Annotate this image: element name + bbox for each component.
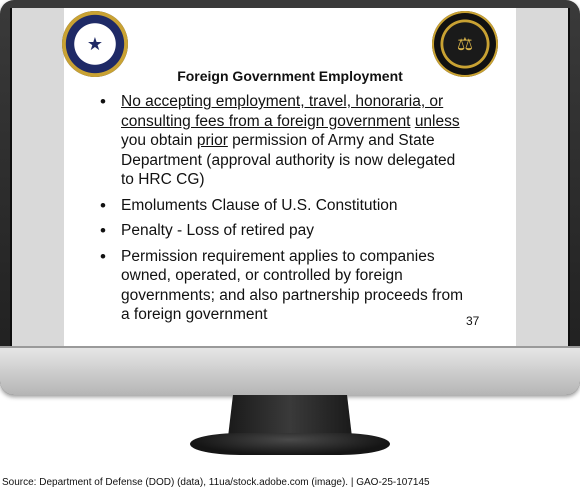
slide-title: Foreign Government Employment (177, 68, 403, 84)
figure-caption: Source: Department of Defense (DOD) (data), 11ua/stock.adobe.com (image). | GAO-25-107145 (2, 477, 430, 488)
bullet-item (98, 221, 466, 241)
bullet-item (98, 92, 466, 190)
monitor-stand-neck (228, 395, 352, 437)
slide-page-number: 37 (466, 314, 480, 328)
bullet-underlined-text: unless (414, 112, 460, 130)
monitor-stand-base (190, 433, 390, 455)
bullet-text: Emoluments Clause of U.S. Constitution (121, 196, 398, 214)
bullet-item (98, 247, 466, 325)
army-seal-icon (62, 11, 128, 77)
counsel-seal-icon (432, 11, 498, 77)
bullet-text: Permission requirement applies to companies owned, operated, or controlled by foreign governments; and also partnership proceeds from a foreign government (121, 247, 464, 323)
bullet-text: you obtain (121, 132, 197, 149)
bullet-text: Penalty - Loss of retired pay (121, 222, 314, 239)
monitor-chin (0, 346, 580, 395)
bullet-underlined-text: prior (196, 132, 228, 149)
scales-of-justice-icon: ⚖ (456, 34, 474, 54)
bullet-list (98, 92, 466, 331)
bullet-item (98, 196, 466, 216)
bullet-underlined-text: No accepting employment, travel, honoraria, or consulting fees from a foreign government (121, 93, 444, 130)
chin-divider (0, 346, 580, 348)
army-seal-emblem-icon: ★ (86, 34, 104, 54)
bullet-text: permission of Army and State Department (approval authority is now delegated to HRC CG) (121, 132, 456, 188)
